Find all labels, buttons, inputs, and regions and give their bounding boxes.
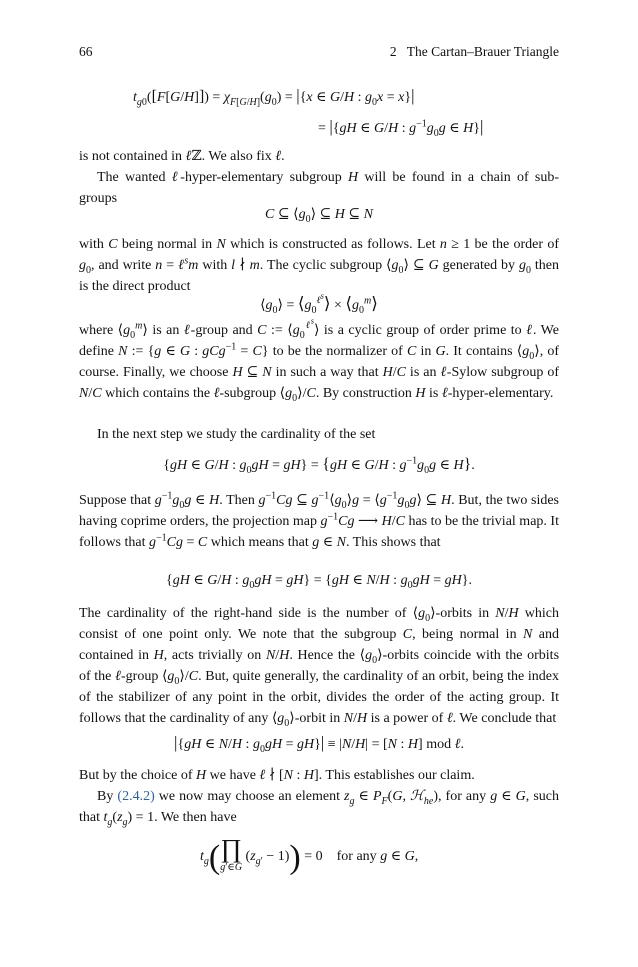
page-number: 66: [79, 44, 93, 59]
paragraph-2: The wanted ℓ-hyper-elementary subgroup H will be found in a chain of sub-groups: [79, 170, 559, 206]
paragraph-9: By (2.4.2) we now may choose an element $z_g$ ∈ $P_F(G$, ℋ$_{he}$), for any g ∈ G, such that $t_g(z_g) = 1$. We then have: [79, 789, 560, 828]
paragraph-3: with C being normal in N which is constructed as follows. Let n ≥ 1 be the order of $g_0$, and write n = ℓ$^s$m with l ∤ m. The cyclic subgroup $⟨g_0⟩$ ⊆ G generated by $g_0$ then is the direct product: [79, 237, 560, 294]
equation-trace-line1: $t_{g0}([F[G/H]]) = \chi_{F[G/H]}(g_0) = |\{x$ ∈ G/H : $g_0x = x\}|$: [133, 86, 415, 108]
paragraph-7: The cardinality of the right-hand side is the number of $⟨g_0⟩$-orbits in N/H which consist of one point only. We note that the subgroup C, being normal in N and contained in H, acts trivially on N/H. Hence the $⟨g_0⟩$-orbits coincide with the orbits of the ℓ-group $⟨g_0⟩/C$. But, quite generally, the cardinality of an orbit, being the index of the stabilizer of any point in the orbit, divides the order of the acting group. It follows that the cardinality of any $⟨g_0⟩$-orbit in N/H is a power of ℓ. We conclude that: [79, 606, 560, 729]
paragraph-4: where $⟨g_0^m⟩$ is an ℓ-group and C := $⟨g_0^{\ell^s}⟩$ is a cyclic group of order prime to ℓ. We define N := {g ∈ G : gCg$^{-1}$ = C} to be the normalizer of C in G. It contains $⟨g_0⟩$, of course. Finally, we choose H ⊆ N in such a way that H/C is an ℓ-Sylow subgroup of N/C which contains the ℓ-subgroup $⟨g_0⟩/C$. By construction H is ℓ-hyper-elementary.: [79, 317, 560, 404]
paragraph-1: is not contained in ℓℤ. We also fix ℓ.: [79, 149, 285, 164]
equation-direct-product: $⟨g_0⟩$ = $⟨g_0^{\ell^s}⟩$ × $⟨g_0^m⟩$: [260, 292, 378, 316]
running-title: 2 The Cartan–Brauer Triangle: [389, 44, 559, 59]
equation-trace-line2: = |{gH ∈ G/H : $g^{-1}g_0g$ ∈ H}|: [318, 117, 484, 139]
equation-reference-link[interactable]: (2.4.2): [117, 789, 155, 804]
equation-congruence: |{gH ∈ N/H : $g_0gH = gH\}| \equiv |N/H| = [N$ : H] mod ℓ.: [174, 733, 464, 755]
equation-product-vanishing: $t_g$( ∏ g′∈G $(z_{g'} - 1)) = 0$ for any g ∈ G,: [200, 834, 419, 876]
paragraph-5: In the next step we study the cardinality of the set: [97, 427, 376, 442]
equation-chain: C ⊆ $⟨g_0⟩$ ⊆ H ⊆ N: [265, 207, 373, 225]
paragraph-6: Suppose that $g^{-1}g_0g$ ∈ H. Then $g^{-1}Cg$ ⊆ $g^{-1}⟨g_0⟩g$ = $⟨g^{-1}g_0g⟩$ ⊆ H. But, the two sides having coprime orders, the projection map $g^{-1}Cg$ ⟶ H/C has to be the trivial map. It follows that $g^{-1}Cg = C$ which means that g ∈ N. This shows that: [79, 490, 559, 550]
equation-fixed-set: {gH ∈ G/H : $g_0gH = gH\} = \{gH$ ∈ G/H : $g^{-1}g_0g$ ∈ H}.: [163, 455, 475, 476]
paragraph-8: But by the choice of H we have ℓ ∤ [N : H]. This establishes our claim.: [79, 768, 475, 783]
equation-fixed-set-normalizer: {gH ∈ G/H : $g_0gH = gH\} = \{gH$ ∈ N/H : $g_0gH = gH$}.: [166, 573, 472, 591]
